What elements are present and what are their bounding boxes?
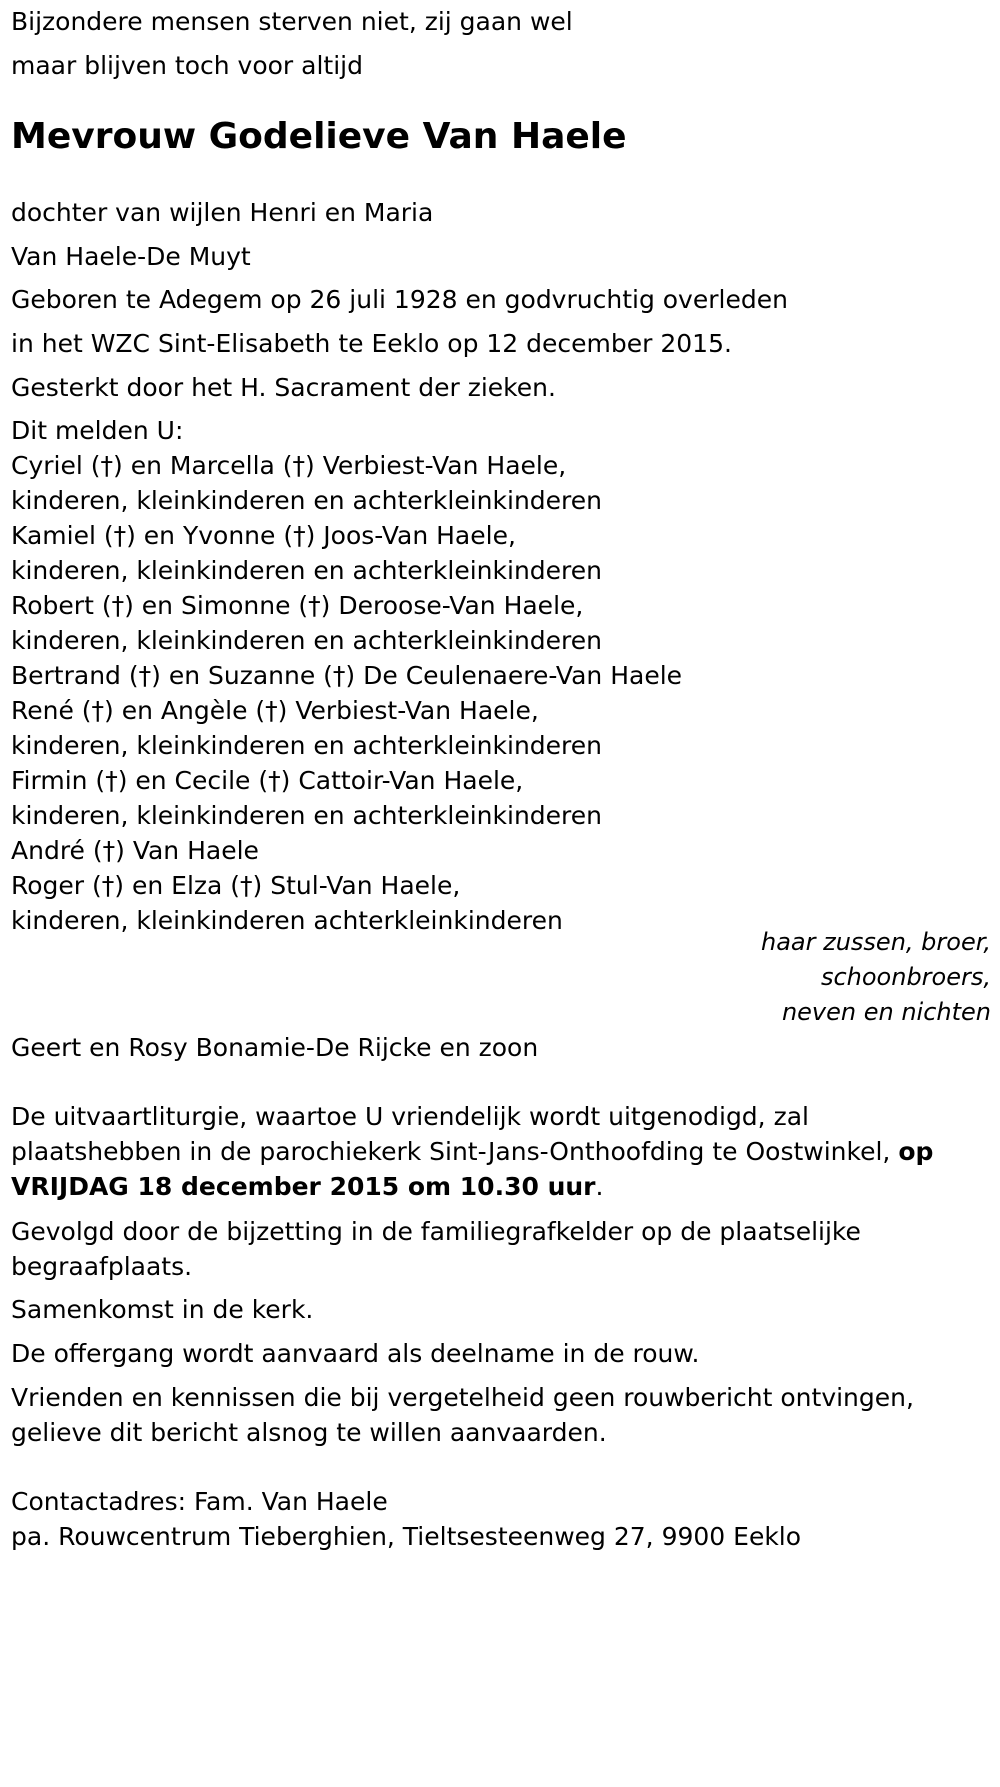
family-line: René (†) en Angèle (†) Verbiest-Van Haele, — [11, 696, 539, 725]
family-line: kinderen, kleinkinderen en achterkleinkinderen — [11, 731, 602, 760]
gathering: Samenkomst in de kerk. — [11, 1295, 314, 1324]
funeral-line-3-end: . — [595, 1172, 604, 1201]
funeral-line-3 — [11, 1167, 603, 1207]
family-line: kinderen, kleinkinderen en achterkleinkinderen — [11, 626, 602, 655]
bio-line-4: in het WZC Sint-Elisabeth te Eeklo op 12 december 2015. — [11, 329, 732, 358]
funeral-date-time: VRIJDAG 18 december 2015 om 10.30 uur — [11, 1172, 596, 1201]
motto-line-2: maar blijven toch voor altijd — [11, 51, 363, 80]
bio-line-1: dochter van wijlen Henri en Maria — [11, 198, 434, 227]
friends-note-line-1: Vrienden en kennissen die bij vergetelheid geen rouwbericht ontvingen, — [11, 1383, 914, 1412]
funeral-line-2-text: plaatshebben in de parochiekerk Sint-Jans-Onthoofding te Oostwinkel, — [11, 1137, 899, 1166]
burial-line-2: begraafplaats. — [11, 1252, 193, 1281]
motto-line-1: Bijzondere mensen sterven niet, zij gaan wel — [11, 7, 573, 36]
family-line: André (†) Van Haele — [11, 836, 259, 865]
family-line: Roger (†) en Elza (†) Stul-Van Haele, — [11, 871, 461, 900]
family-line: kinderen, kleinkinderen en achterkleinkinderen — [11, 486, 602, 515]
funeral-line-2 — [11, 1132, 933, 1172]
bio-line-5: Gesterkt door het H. Sacrament der zieken. — [11, 373, 556, 402]
offering: De offergang wordt aanvaard als deelname in de rouw. — [11, 1339, 700, 1368]
announcers-intro: Dit melden U: — [11, 416, 184, 445]
family-line: Cyriel (†) en Marcella (†) Verbiest-Van Haele, — [11, 451, 567, 480]
contact-line-2: pa. Rouwcentrum Tieberghien, Tieltsesteenweg 27, 9900 Eeklo — [11, 1522, 802, 1551]
burial-line-1: Gevolgd door de bijzetting in de familiegrafkelder op de plaatselijke — [11, 1217, 861, 1246]
bio-line-2: Van Haele-De Muyt — [11, 242, 251, 271]
relation-note-line-2: schoonbroers, — [820, 963, 991, 991]
family-line: kinderen, kleinkinderen en achterkleinkinderen — [11, 556, 602, 585]
funeral-line-2-bold: op — [898, 1137, 934, 1166]
friends-note-line-2: gelieve dit bericht alsnog te willen aanvaarden. — [11, 1418, 607, 1447]
bio-line-3: Geboren te Adegem op 26 juli 1928 en godvruchtig overleden — [11, 285, 788, 314]
family-line: kinderen, kleinkinderen achterkleinkinderen — [11, 906, 563, 935]
family-line: Bertrand (†) en Suzanne (†) De Ceulenaere-Van Haele — [11, 661, 683, 690]
relation-note-line-1: haar zussen, broer, — [760, 928, 991, 956]
family-line: kinderen, kleinkinderen en achterkleinkinderen — [11, 801, 602, 830]
family-line: Firmin (†) en Cecile (†) Cattoir-Van Haele, — [11, 766, 524, 795]
contact-line-1: Contactadres: Fam. Van Haele — [11, 1487, 388, 1516]
funeral-line-1: De uitvaartliturgie, waartoe U vriendelijk wordt uitgenodigd, zal — [11, 1102, 809, 1131]
deceased-name: Mevrouw Godelieve Van Haele — [11, 116, 627, 157]
relation-note-line-3: neven en nichten — [781, 998, 991, 1026]
family-line: Kamiel (†) en Yvonne (†) Joos-Van Haele, — [11, 521, 516, 550]
family-line: Robert (†) en Simonne (†) Deroose-Van Haele, — [11, 591, 584, 620]
other-family: Geert en Rosy Bonamie-De Rijcke en zoon — [11, 1033, 539, 1062]
